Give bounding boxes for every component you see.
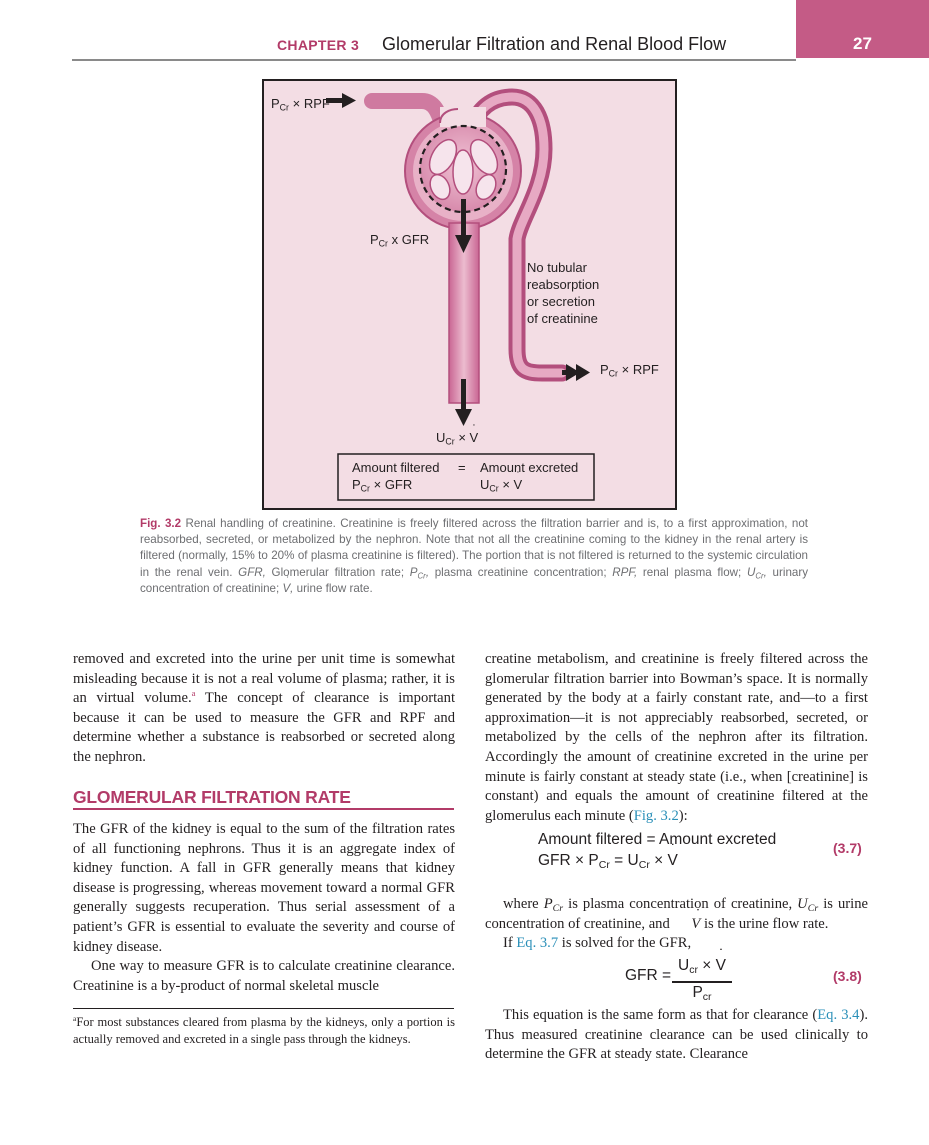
label-filtered: $P_{Cr}$ x GFR (370, 232, 430, 249)
page-number: 27 (853, 34, 872, 53)
equation-3-8-numerator: $U_{cr} \times V$ ˙ (672, 957, 732, 975)
left-col-para2: The GFR of the kidney is equal to the sum of the filtration rates of all functioning nephrons. Thus it is an aggregate index of kidney function. A fall in GFR generally means that kidney disease is progressing, whereas movement toward a normal GFR generally suggests recuperation. Thus serial assessment of a patient’s GFR is essential to evaluate the severity and course of kidney disease. One way to measure GFR is to calculate creatinine clearance. Creatinine is a by-product of normal skeletal muscle (73, 821, 455, 994)
box-right-top: Amount excreted (480, 460, 579, 475)
equation-3-7-line2: GFR × $P_{Cr} = U_{Cr} \times V$ ˙ (538, 852, 678, 870)
section-rule (73, 808, 454, 810)
link-eq-3-7[interactable]: Eq. 3.7 (516, 935, 559, 952)
arrow-in-arterial (326, 93, 356, 108)
box-equals: = (458, 460, 466, 475)
figure-caption: Fig. 3.2 Renal handling of creatinine. Creatinine is freely filtered across the filtration barrier and is, to a first approximation, not reabsorbed, secreted, or metabolized by the nephron. Note that not all the creatinine coming to the kidney in the renal artery is filtered (normally, 15% to 20% of plasma creatinine is filtered). The portion that is not filtered is returned to the systemic circulation in the renal vein. GFR, Glomerular filtration rate; $P_{Cr}$, plasma creatinine concentration; RPF, renal plasma flow; $U_{Cr}$, urinary concentration of creatinine; V ˙, urine flow rate. (140, 516, 808, 597)
box-right-bottom: $U_{Cr} \times V$ ˙ (480, 477, 522, 492)
chapter-label: CHAPTER 3 (277, 37, 360, 53)
arrow-out-venous (562, 364, 590, 381)
equation-3-7-number: (3.7) (833, 840, 862, 856)
equation-3-8-fraction-bar (672, 981, 732, 983)
box-left-top: Amount filtered (352, 460, 440, 475)
label-urine: $U_{Cr} \times V$ ˙ (436, 430, 478, 445)
equation-3-8-denominator: $P_{cr}$ (692, 984, 712, 1004)
link-eq-3-4[interactable]: Eq. 3.4 (817, 1007, 860, 1023)
right-col-para4: This equation is the same form as that for clearance (Eq. 3.4). Thus measured creatinine clearance can be used clinically to determine the GFR at steady state. Clearance (485, 1007, 868, 1063)
header-rule (72, 59, 796, 61)
equation-3-8-number: (3.8) (833, 968, 862, 984)
chapter-title: Glomerular Filtration and Renal Blood Flow (382, 34, 727, 54)
footnote-rule (73, 1008, 454, 1009)
right-col-para2: where $P_{Cr}$ is plasma concentration of creatinine, $U_{Cr}$ is urine concentration of creatinine, and V ˙ is the urine flow rate. If Eq. 3.7 is solved for the GFR, (485, 895, 868, 954)
equation-3-8-lhs: GFR = (625, 967, 672, 984)
label-tubule-note: No tubular reabsorption or secretion of creatinine (527, 260, 600, 326)
label-input-arterial: $P_{Cr}$ × RPF (271, 96, 330, 113)
footnote: $^a$For most substances cleared from plasma by the kidneys, only a portion is actually removed and excreted in a single pass through the kidneys. (73, 1013, 455, 1046)
nephron-diagram (262, 79, 677, 510)
box-left-bottom: $P_{Cr}$ × GFR (352, 477, 413, 494)
left-col-para1: removed and excreted into the urine per unit time is somewhat misleading because it is not a real volume of plasma; rather, it is an virtual volume.$^a$ The concept of clearance is important because it can be used to measure the GFR and RPF and determine whether a substance is reabsorbed or secreted along the nephron. (73, 651, 456, 765)
equation-3-7-line1: Amount filtered = Amount excreted (538, 831, 777, 848)
right-col-para1: creatine metabolism, and creatinine is freely filtered across the glomerular filtration barrier into Bowman’s space. It is normally generated by the body at a fairly constant rate, and—to a first approximation—it is not appreciably reabsorbed, secreted, or metabolized by the cells of the nephron after its filtration. Accordingly the amount of creatinine excreted in the urine per minute is fairly constant at steady state (i.e., when [creatinine] is constant) and equals the amount of creatinine filtered at the glomerulus each minute (Fig. 3.2): (485, 651, 868, 824)
section-heading: GLOMERULAR FILTRATION RATE (73, 787, 351, 807)
link-fig-3-2[interactable]: Fig. 3.2 (633, 807, 679, 824)
label-output-venous: $P_{Cr}$ × RPF (600, 362, 659, 379)
